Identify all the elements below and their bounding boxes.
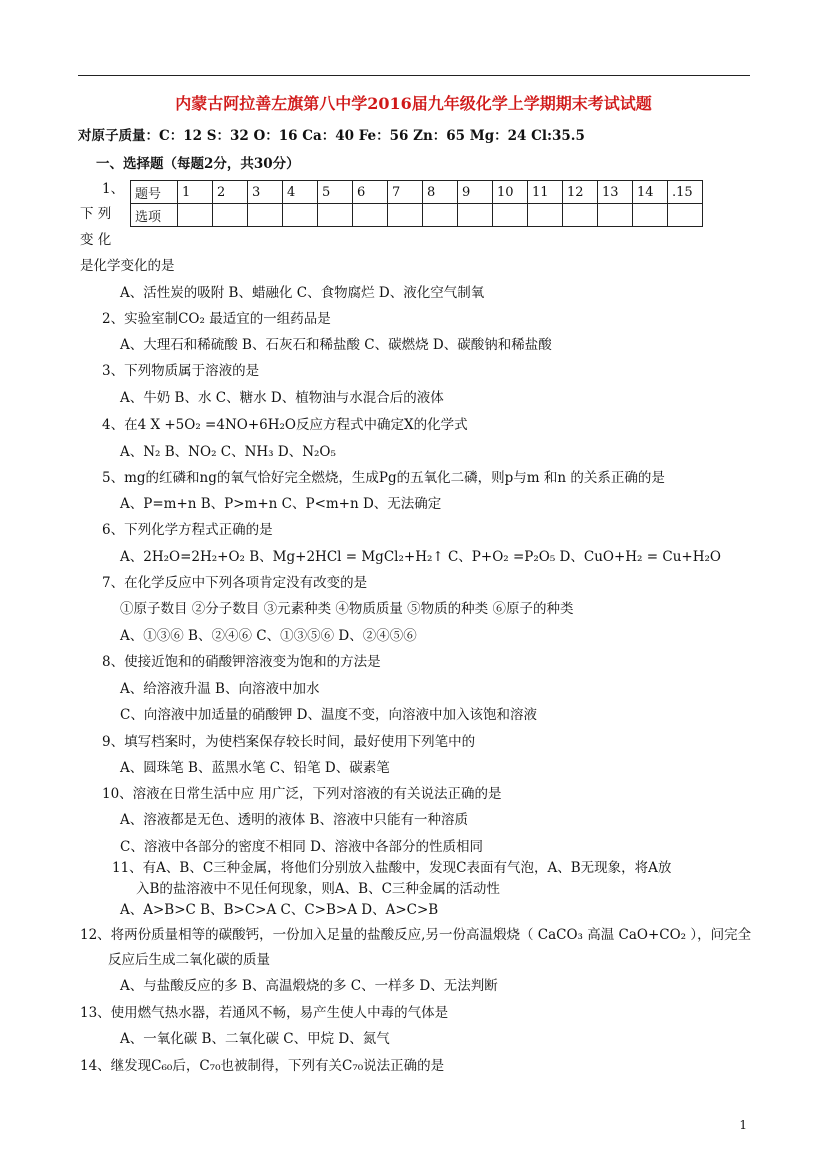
table-label: 选项 <box>131 204 178 227</box>
question-text: 10、溶液在日常生活中应 用广泛，下列对溶液的有关说法正确的是 <box>102 786 502 802</box>
question-text: 11、有A、B、C三种金属，将他们分别放入盐酸中，发现C表面有气泡，A、B无现象，将A放 <box>112 860 672 876</box>
answer-cell[interactable] <box>633 204 668 227</box>
answer-cell[interactable] <box>493 204 528 227</box>
question-text: 是化学变化的是 <box>80 258 175 274</box>
question-text: 6、下列化学方程式正确的是 <box>102 522 273 538</box>
table-cell: 4 <box>283 181 318 204</box>
question-text: 下 列 <box>80 206 112 222</box>
table-cell: 2 <box>213 181 248 204</box>
question-options: C、溶液中各部分的密度不相同 D、溶液中各部分的性质相同 <box>120 839 483 855</box>
question-options: A、A>B>C B、B>C>A C、C>B>A D、A>C>B <box>120 902 439 918</box>
table-cell: 1 <box>178 181 213 204</box>
table-cell: 9 <box>458 181 493 204</box>
question-text: 14、继发现C₆₀后，C₇₀也被制得，下列有关C₇₀说法正确的是 <box>80 1058 445 1074</box>
answer-cell[interactable] <box>353 204 388 227</box>
answer-cell[interactable] <box>248 204 283 227</box>
answer-cell[interactable] <box>283 204 318 227</box>
header-rule <box>78 75 750 76</box>
answer-cell[interactable] <box>178 204 213 227</box>
question-text: 3、下列物质属于溶液的是 <box>102 363 260 379</box>
question-text: 5、mg的红磷和ng的氧气恰好完全燃烧，生成Pg的五氧化二磷，则p与m 和n 的关系正确的是 <box>102 470 665 486</box>
answer-cell[interactable] <box>318 204 353 227</box>
question-options: A、一氧化碳 B、二氧化碳 C、甲烷 D、氮气 <box>120 1031 390 1047</box>
answer-cell[interactable] <box>423 204 458 227</box>
question-options: A、圆珠笔 B、蓝黑水笔 C、铅笔 D、碳素笔 <box>120 760 390 776</box>
page-number: 1 <box>739 1118 747 1132</box>
answer-cell[interactable] <box>563 204 598 227</box>
question-text: 8、使接近饱和的硝酸钾溶液变为饱和的方法是 <box>102 654 381 670</box>
question-options: A、牛奶 B、水 C、糖水 D、植物油与水混合后的液体 <box>120 390 444 406</box>
atomic-mass-line: 对原子质量：C：12 S：32 O：16 Ca：40 Fe：56 Zn：65 Mg：24 Cl:35.5 <box>78 128 585 144</box>
answer-cell[interactable] <box>668 204 703 227</box>
answer-table-row-options <box>131 204 703 227</box>
question-options: A、大理石和稀硫酸 B、石灰石和稀盐酸 C、碳燃烧 D、碳酸钠和稀盐酸 <box>120 337 552 353</box>
question-options: A、N₂ B、NO₂ C、NH₃ D、N₂O₅ <box>120 444 336 460</box>
question-text: 7、在化学反应中下列各项肯定没有改变的是 <box>102 575 368 591</box>
question-options: A、2H₂O=2H₂+O₂ B、Mg+2HCl = MgCl₂+H₂↑ C、P+O₂ =P₂O₅ D、CuO+H₂ = Cu+H₂O <box>120 549 721 565</box>
question-options: A、活性炭的吸附 B、蜡融化 C、食物腐烂 D、液化空气制氧 <box>120 285 485 301</box>
question-text: 反应后生成二氧化碳的质量 <box>108 952 270 968</box>
question-options: A、给溶液升温 B、向溶液中加水 <box>120 681 320 697</box>
answer-table <box>130 180 703 227</box>
section-heading: 一、选择题（每题2分，共30分） <box>96 156 300 172</box>
table-label: 题号 <box>131 181 178 204</box>
table-cell: 13 <box>598 181 633 204</box>
table-cell: 5 <box>318 181 353 204</box>
question-statement: ①原子数目 ②分子数目 ③元素种类 ④物质质量 ⑤物质的种类 ⑥原子的种类 <box>120 601 574 617</box>
table-cell: 3 <box>248 181 283 204</box>
question-text: 12、将两份质量相等的碳酸钙，一份加入足量的盐酸反应,另一份高温煅烧（ CaCO₃ 高温 CaO+CO₂ ），问完全 <box>80 927 752 943</box>
question-options: A、①③⑥ B、②④⑥ C、①③⑤⑥ D、②④⑤⑥ <box>120 628 417 644</box>
question-options: A、与盐酸反应的多 B、高温煅烧的多 C、一样多 D、无法判断 <box>120 978 498 994</box>
answer-cell[interactable] <box>458 204 493 227</box>
question-options: A、P=m+n B、P>m+n C、P<m+n D、无法确定 <box>120 496 442 512</box>
table-cell: 7 <box>388 181 423 204</box>
question-text: 4、在4 X +5O₂ =4NO+6H₂O反应方程式中确定X的化学式 <box>102 417 468 433</box>
answer-cell[interactable] <box>528 204 563 227</box>
table-cell: 14 <box>633 181 668 204</box>
answer-table-row-numbers <box>131 181 703 204</box>
table-cell: 12 <box>563 181 598 204</box>
answer-cell[interactable] <box>598 204 633 227</box>
question-text: 入B的盐溶液中不见任何现象，则A、B、C三种金属的活动性 <box>136 881 500 897</box>
question-text: 9、填写档案时，为使档案保存较长时间，最好使用下列笔中的 <box>102 734 476 750</box>
question-text: 13、使用燃气热水器，若通风不畅，易产生使人中毒的气体是 <box>80 1005 449 1021</box>
table-cell: 6 <box>353 181 388 204</box>
answer-cell[interactable] <box>388 204 423 227</box>
table-cell: .15 <box>668 181 703 204</box>
question-text: 2、实验室制CO₂ 最适宜的一组药品是 <box>102 311 331 327</box>
question-options: A、溶液都是无色、透明的液体 B、溶液中只能有一种溶质 <box>120 812 468 828</box>
page-title: 内蒙古阿拉善左旗第八中学2016届九年级化学上学期期末考试试题 <box>175 94 652 113</box>
table-cell: 8 <box>423 181 458 204</box>
table-cell: 11 <box>528 181 563 204</box>
question-options: C、向溶液中加适量的硝酸钾 D、温度不变，向溶液中加入该饱和溶液 <box>120 707 537 723</box>
answer-cell[interactable] <box>213 204 248 227</box>
question-text: 1、 <box>102 181 125 197</box>
question-text: 变 化 <box>80 232 112 248</box>
table-cell: 10 <box>493 181 528 204</box>
